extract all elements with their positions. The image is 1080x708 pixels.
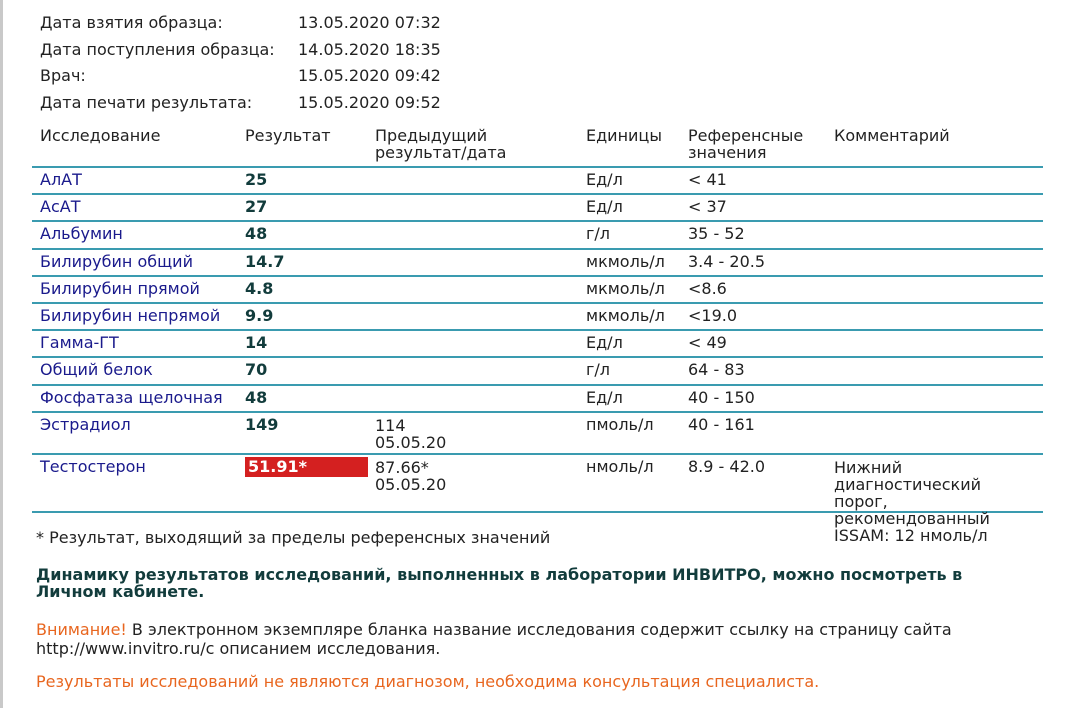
previous-result xyxy=(375,277,586,302)
result-value: 14 xyxy=(245,333,268,353)
study-link[interactable]: Фосфатаза щелочная xyxy=(40,387,223,407)
result-value: 27 xyxy=(245,197,268,217)
table-row xyxy=(32,250,1043,277)
header-units: Единицы xyxy=(586,126,662,145)
reference-range: 40 - 161 xyxy=(688,414,755,434)
reference-range: <8.6 xyxy=(688,278,727,298)
header-previous xyxy=(375,127,586,166)
units: нмоль/л xyxy=(586,456,654,476)
previous-date: 05.05.20 xyxy=(375,432,447,452)
units: Ед/л xyxy=(586,333,623,353)
result-value: 14.7 xyxy=(245,251,285,271)
study-link[interactable]: Билирубин общий xyxy=(40,251,193,271)
table-row xyxy=(32,413,1043,455)
result-value xyxy=(245,455,375,511)
previous-result xyxy=(375,455,586,511)
comment xyxy=(834,455,1043,545)
meta-value: 15.05.2020 09:42 xyxy=(298,66,441,85)
meta-label: Дата взятия образца: xyxy=(40,13,223,32)
dynamics-line: Динамику результатов исследований, выполненных в лаборатории ИНВИТРО, можно посмотреть в xyxy=(36,565,963,584)
notice-text: В электронном экземпляре бланка название исследования содержит ссылку на страницу сайта xyxy=(126,620,952,639)
dynamics-note xyxy=(36,566,1026,600)
meta-row-sample-taken xyxy=(40,10,441,37)
header-comment: Комментарий xyxy=(834,126,950,145)
sample-meta xyxy=(40,10,441,116)
comment xyxy=(834,277,1043,302)
header-reference xyxy=(688,127,834,166)
table-row xyxy=(32,195,1043,222)
header-reference-line1: Референсные xyxy=(688,126,804,145)
study-link[interactable]: Общий белок xyxy=(40,360,153,380)
table-row xyxy=(32,331,1043,358)
units: пмоль/л xyxy=(586,414,654,434)
previous-result xyxy=(375,386,586,411)
site-link[interactable]: http://www.invitro.ru/ xyxy=(36,639,206,658)
meta-label: Дата печати результата: xyxy=(40,92,253,112)
units: Ед/л xyxy=(586,387,623,407)
reference-range: 8.9 - 42.0 xyxy=(688,456,766,476)
previous-result xyxy=(375,250,586,275)
comment xyxy=(834,386,1043,411)
table-row xyxy=(32,277,1043,304)
comment xyxy=(834,168,1043,193)
comment-line: Нижний диагностический xyxy=(834,457,981,494)
comment xyxy=(834,304,1043,329)
previous-date: 05.05.20 xyxy=(375,474,447,494)
reference-range: 3.4 - 20.5 xyxy=(688,251,766,271)
study-link[interactable]: АсАТ xyxy=(40,197,81,217)
disclaimer: Результаты исследований не являются диагнозом, необходима консультация специалиста. xyxy=(36,672,820,691)
meta-row-print-date xyxy=(40,90,441,117)
study-link[interactable]: Билирубин прямой xyxy=(40,278,200,298)
comment-line: ISSAM: 12 нмоль/л xyxy=(834,525,988,545)
comment xyxy=(834,222,1043,247)
previous-result xyxy=(375,413,586,453)
units: мкмоль/л xyxy=(586,305,665,325)
result-value: 9.9 xyxy=(245,305,274,325)
study-link[interactable]: Тестостерон xyxy=(40,456,146,476)
comment xyxy=(834,331,1043,356)
table-row xyxy=(32,304,1043,331)
previous-value: 87.66* xyxy=(375,457,429,477)
reference-range: <19.0 xyxy=(688,305,738,325)
previous-result xyxy=(375,304,586,329)
comment xyxy=(834,195,1043,220)
reference-range: 64 - 83 xyxy=(688,360,745,380)
study-link[interactable]: Альбумин xyxy=(40,224,123,244)
meta-value: 13.05.2020 07:32 xyxy=(298,13,441,32)
reference-range: 35 - 52 xyxy=(688,224,745,244)
previous-result xyxy=(375,222,586,247)
result-value: 4.8 xyxy=(245,278,274,298)
table-row xyxy=(32,386,1043,413)
study-link[interactable]: Гамма-ГТ xyxy=(40,333,119,353)
result-value: 48 xyxy=(245,224,268,244)
notice xyxy=(36,620,1036,658)
units: Ед/л xyxy=(586,170,623,189)
out-of-range-flag: 51.91* xyxy=(245,457,368,477)
previous-result xyxy=(375,168,586,193)
reference-range: < 41 xyxy=(688,170,727,189)
header-reference-line2: значения xyxy=(688,143,767,162)
table-header xyxy=(32,122,1043,168)
units: г/л xyxy=(586,224,611,244)
units: мкмоль/л xyxy=(586,278,665,298)
previous-result xyxy=(375,331,586,356)
meta-row-sample-received xyxy=(40,37,441,64)
comment xyxy=(834,358,1043,383)
units: Ед/л xyxy=(586,197,623,217)
units: мкмоль/л xyxy=(586,251,665,271)
meta-value: 15.05.2020 09:52 xyxy=(298,92,441,112)
reference-range: < 37 xyxy=(688,197,727,217)
previous-result xyxy=(375,358,586,383)
study-link[interactable]: Эстрадиол xyxy=(40,414,131,434)
comment-line: порог, рекомендованный xyxy=(834,491,990,528)
comment xyxy=(834,250,1043,275)
table-row xyxy=(32,168,1043,195)
study-link[interactable]: АлАТ xyxy=(40,170,82,189)
meta-value: 14.05.2020 18:35 xyxy=(298,39,441,59)
meta-label: Врач: xyxy=(40,66,86,85)
table-row xyxy=(32,222,1043,249)
previous-value: 114 xyxy=(375,415,406,435)
study-link[interactable]: Билирубин непрямой xyxy=(40,305,221,325)
previous-result xyxy=(375,195,586,220)
result-value: 149 xyxy=(245,414,279,434)
reference-range: < 49 xyxy=(688,333,727,353)
header-previous-line2: результат/дата xyxy=(375,143,507,162)
reference-range: 40 - 150 xyxy=(688,387,755,407)
result-value: 48 xyxy=(245,387,268,407)
notice-warning: Внимание! xyxy=(36,620,127,639)
footnote: * Результат, выходящий за пределы референсных значений xyxy=(36,528,551,547)
page-edge xyxy=(0,0,3,708)
result-value: 70 xyxy=(245,360,268,380)
result-value: 25 xyxy=(245,170,268,189)
comment xyxy=(834,413,1043,453)
notice-text-end: с описанием исследования. xyxy=(205,639,441,658)
dynamics-line: Личном кабинете. xyxy=(36,582,205,601)
table-row xyxy=(32,358,1043,385)
header-study: Исследование xyxy=(40,126,161,145)
units: г/л xyxy=(586,360,611,380)
meta-label: Дата поступления образца: xyxy=(40,39,275,59)
meta-row-doctor xyxy=(40,63,441,90)
header-result: Результат xyxy=(245,126,331,145)
header-previous-line1: Предыдущий xyxy=(375,126,488,145)
